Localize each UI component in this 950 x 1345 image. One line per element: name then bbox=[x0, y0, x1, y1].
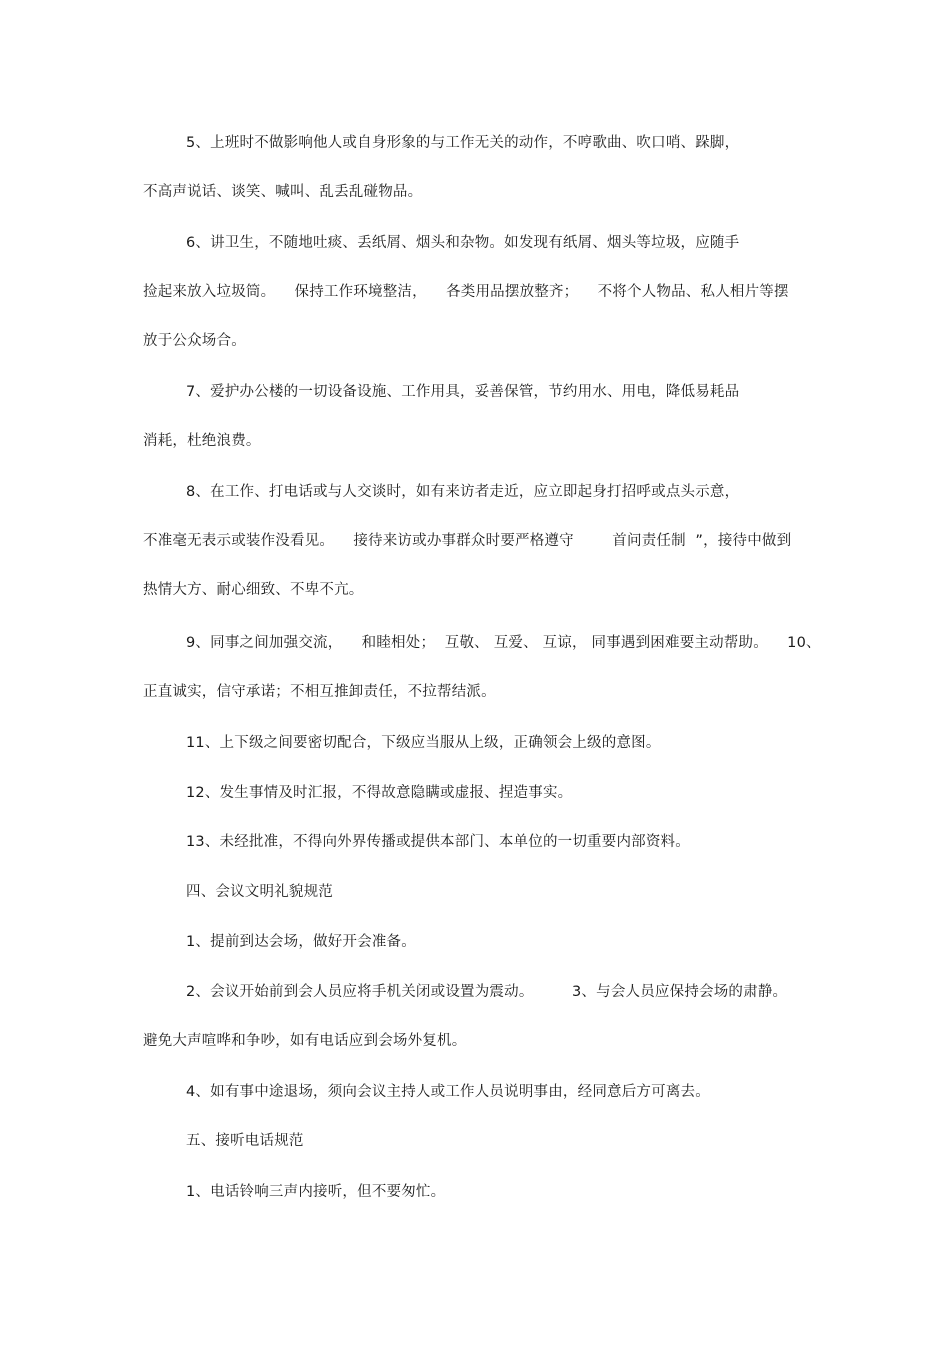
text-line: 11、上下级之间要密切配合，下级应当服从上级，正确领会上级的意图。 bbox=[186, 735, 661, 751]
text-line: 捡起来放入垃圾筒。 保持工作环境整洁， 各类用品摆放整齐； 不将个人物品、私人相片等摆 bbox=[143, 284, 789, 300]
text-line: 9、同事之间加强交流， 和睦相处； 互敬、 互爱、 互谅， 同事遇到困难要主动帮助。 10、 bbox=[186, 635, 821, 651]
text-line: 6、讲卫生，不随地吐痰、丢纸屑、烟头和杂物。如发现有纸屑、烟头等垃圾，应随手 bbox=[186, 235, 740, 251]
text-line: 2、会议开始前到会人员应将手机关闭或设置为震动。 3、与会人员应保持会场的肃静。 bbox=[186, 984, 788, 1000]
text-line: 13、未经批准，不得向外界传播或提供本部门、本单位的一切重要内部资料。 bbox=[186, 834, 690, 850]
text-line: 避免大声喧哗和争吵，如有电话应到会场外复机。 bbox=[143, 1033, 467, 1049]
text-line: 正直诚实，信守承诺；不相互推卸责任，不拉帮结派。 bbox=[143, 684, 496, 700]
section-heading: 五、接听电话规范 bbox=[186, 1133, 304, 1149]
text-line: 8、在工作、打电话或与人交谈时，如有来访者走近，应立即起身打招呼或点头示意， bbox=[186, 484, 740, 500]
text-line: 7、爱护办公楼的一切设备设施、工作用具，妥善保管，节约用水、用电，降低易耗品 bbox=[186, 384, 740, 400]
text-line: 1、电话铃响三声内接听，但不要匆忙。 bbox=[186, 1184, 446, 1200]
text-line: 4、如有事中途退场，须向会议主持人或工作人员说明事由，经同意后方可离去。 bbox=[186, 1084, 710, 1100]
text-line: 热情大方、耐心细致、不卑不亢。 bbox=[143, 582, 364, 598]
section-heading: 四、会议文明礼貌规范 bbox=[186, 884, 333, 900]
text-line: 放于公众场合。 bbox=[143, 333, 246, 349]
text-line: 5、上班时不做影响他人或自身形象的与工作无关的动作，不哼歌曲、吹口哨、跺脚， bbox=[186, 135, 740, 151]
text-line: 12、发生事情及时汇报，不得故意隐瞒或虚报、捏造事实。 bbox=[186, 785, 573, 801]
text-line: 1、提前到达会场，做好开会准备。 bbox=[186, 934, 416, 950]
text-line: 不高声说话、谈笑、喊叫、乱丢乱碰物品。 bbox=[143, 184, 423, 200]
text-line: 不准毫无表示或装作没看见。 接待来访或办事群众时要严格遵守 首问责任制 ”，接待中做到 bbox=[143, 533, 792, 549]
text-line: 消耗，杜绝浪费。 bbox=[143, 433, 261, 449]
